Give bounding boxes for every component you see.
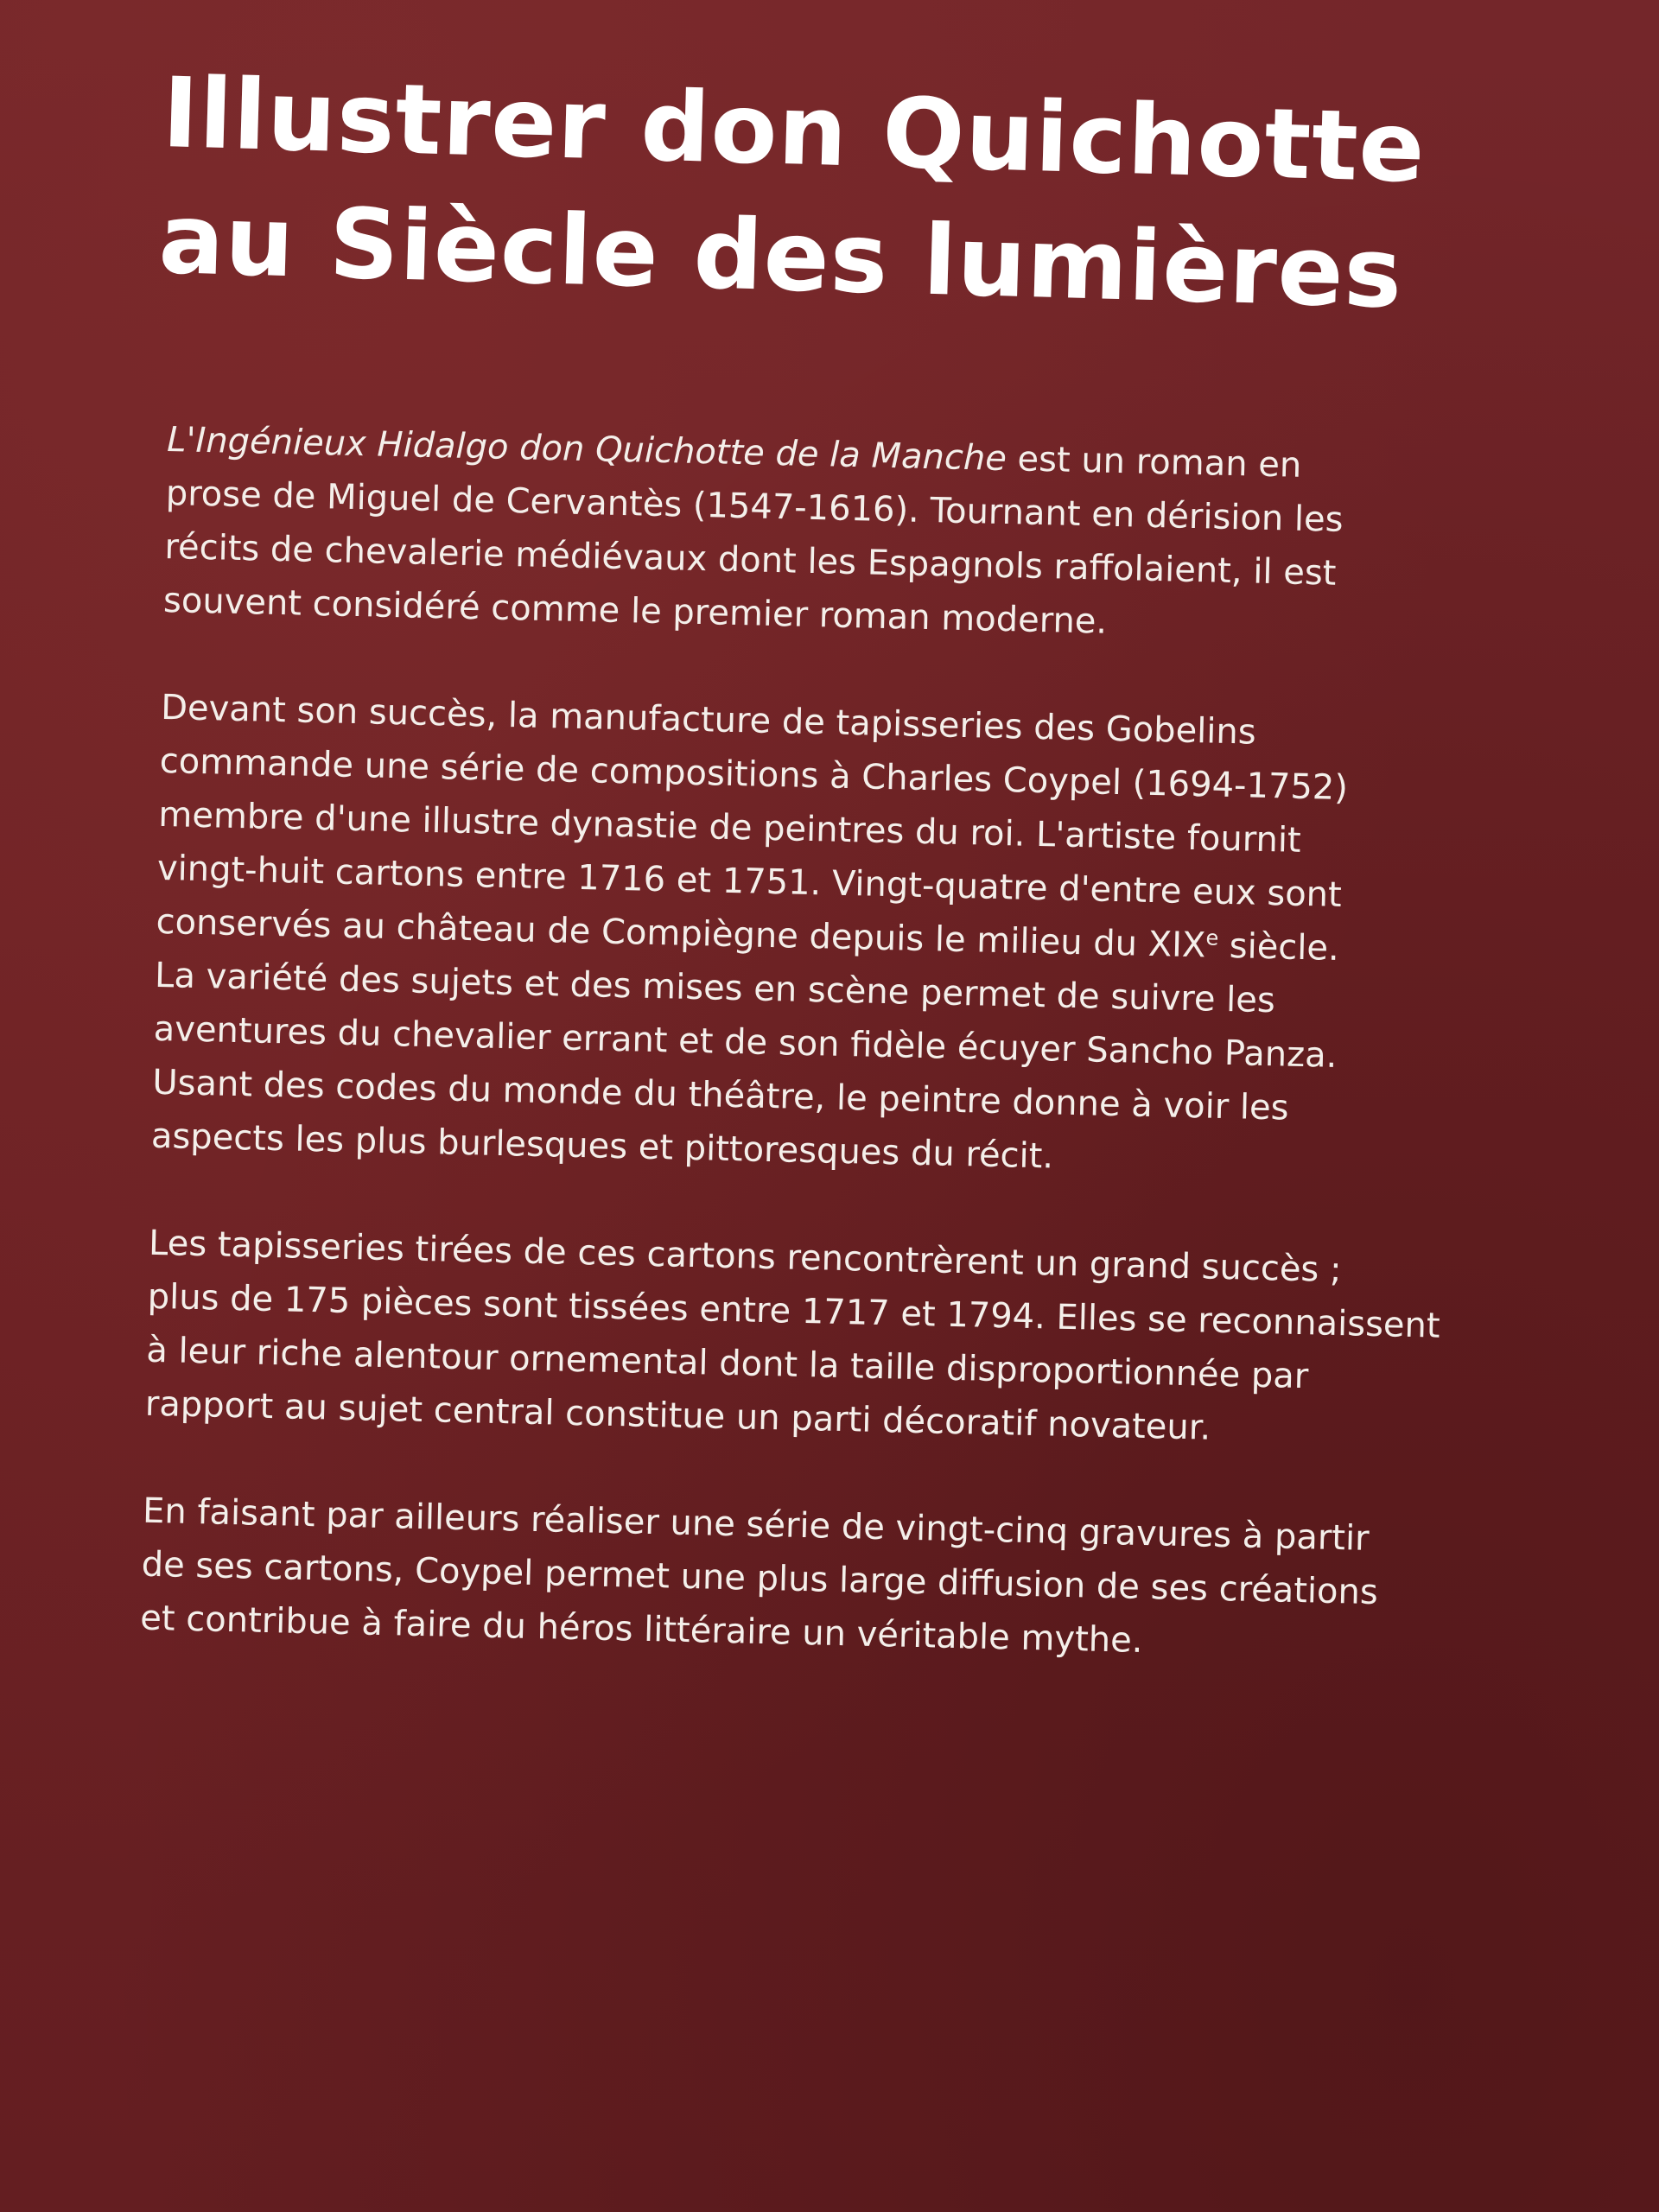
text-line: En faisant par ailleurs réaliser une série de vingt-cinq gravures à partir: [142, 1491, 1370, 1559]
text-line: aspects les plus burlesques et pittoresques du récit.: [150, 1116, 1054, 1177]
book-title: L'Ingénieux Hidalgo don Quichotte de la Manche: [166, 419, 1007, 480]
text-fragment: siècle.: [1217, 925, 1340, 969]
text-line: plus de 175 pièces sont tissées entre 1717 et 1794. Elles se reconnaissent: [147, 1276, 1441, 1346]
text-fragment: conservés au château de Compiègne depuis le milieu du XIX: [156, 901, 1206, 966]
text-line: rapport au sujet central constitue un parti décoratif novateur.: [144, 1383, 1211, 1448]
text-line: de ses cartons, Coypel permet une plus large diffusion de ses créations: [141, 1544, 1379, 1613]
paragraph-2: [150, 681, 1457, 1192]
text-line: souvent considéré comme le premier roman moderne.: [162, 580, 1108, 642]
text-line: à leur riche alentour ornemental dont la taille disproportionnée par: [145, 1330, 1309, 1397]
text-line: membre d'une illustre dynastie de peintres du roi. L'artiste fournit: [157, 794, 1302, 861]
text-line: La variété des sujets et des mises en scène permet de suivre les: [154, 955, 1276, 1021]
text-line: Les tapisseries tirées de ces cartons rencontrèrent un grand succès ;: [148, 1223, 1343, 1291]
title-line-2: au Siècle des lumières: [157, 182, 1405, 331]
text-line: Devant son succès, la manufacture de tapisseries des Gobelins: [160, 687, 1257, 753]
title-line-1: Illustrer don Quichotte: [161, 56, 1427, 205]
paragraph-1: [162, 413, 1463, 657]
text-line: aventures du chevalier errant et de son fidèle écuyer Sancho Panza.: [153, 1008, 1338, 1076]
text-line: vingt-huit cartons entre 1716 et 1751. Vingt-quatre d'entre eux sont: [156, 848, 1343, 915]
text-line: et contribue à faire du héros littéraire un véritable mythe.: [139, 1598, 1143, 1661]
paragraph-3: [144, 1217, 1445, 1460]
paragraph-4: [140, 1484, 1440, 1675]
superscript: e: [1205, 925, 1219, 950]
text-line: prose de Miguel de Cervantès (1547-1616). Tournant en dérision les: [165, 473, 1344, 540]
text-line: commande une série de compositions à Charles Coypel (1694-1752): [159, 741, 1349, 809]
text-fragment: est un roman en: [1006, 439, 1302, 486]
panel-title: [157, 50, 1512, 340]
panel-body: [138, 413, 1463, 1728]
text-line: récits de chevalerie médiévaux dont les Espagnols raffolaient, il est: [163, 526, 1337, 594]
text-line: Usant des codes du monde du théâtre, le peintre donne à voir les: [151, 1062, 1289, 1128]
